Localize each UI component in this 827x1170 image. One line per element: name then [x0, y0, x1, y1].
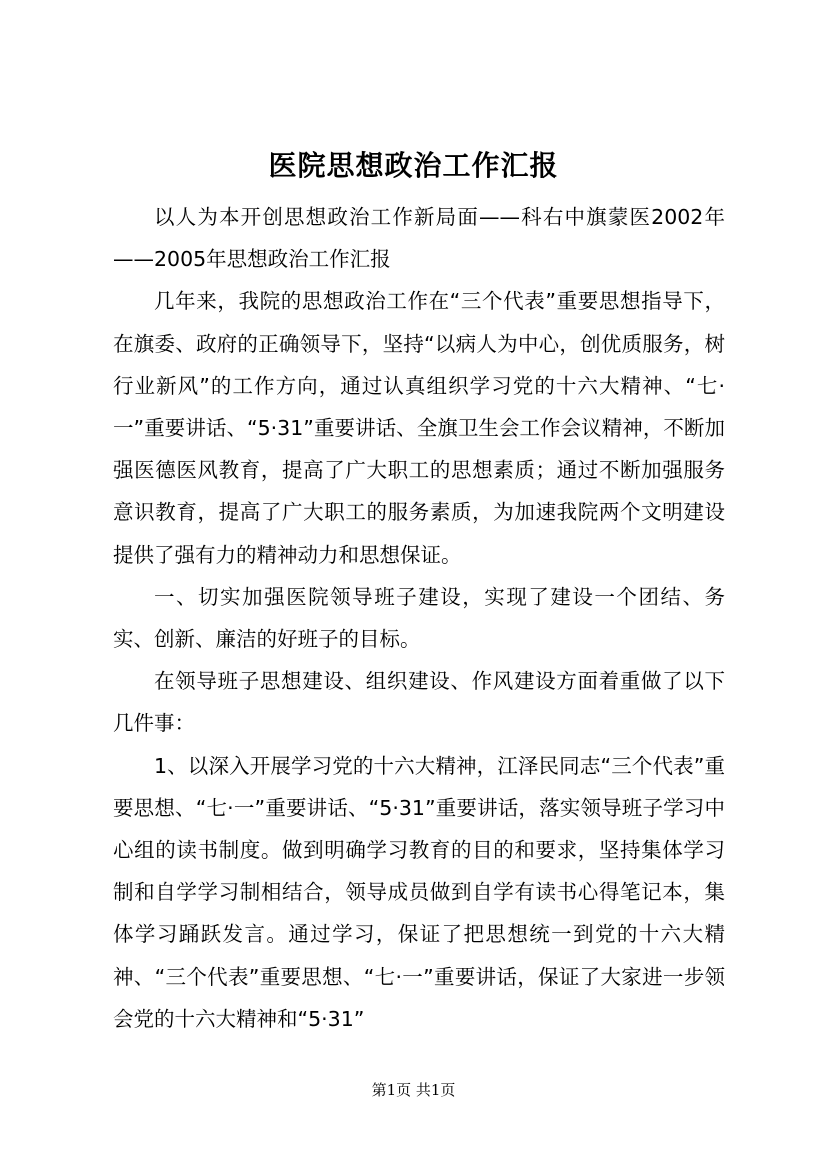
section-intro-paragraph: 在领导班子思想建设、组织建设、作风建设方面着重做了以下几件事： [113, 669, 725, 736]
page-footer: 第1页 共1页 [371, 1081, 456, 1099]
intro-paragraph: 几年来，我院的思想政治工作在“三个代表”重要思想指导下，在旗委、政府的正确领导下，坚持“以病人为中心，创优质服务，树行业新风”的工作方向，通过认真组织学习党的十六大精神、“七·一”重要讲话、“5·31”重要讲话、全旗卫生会工作会议精神，不断加强医德医风教育，提高了广大职工的思想素质；通过不断加强服务意识教育，提高了广大职工的服务素质，为加速我院两个文明建设提供了强有力的精神动力和思想保证。 [113, 289, 725, 567]
item-paragraph: 1、以深入开展学习党的十六大精神，江泽民同志“三个代表”重要思想、“七·一”重要讲话、“5·31”重要讲话，落实领导班子学习中心组的读书制度。做到明确学习教育的目的和要求，坚持集体学习制和自学学习制相结合，领导成员做到自学有读书心得笔记本，集体学习踊跃发言。通过学习，保证了把思想统一到党的十六大精神、“三个代表”重要思想、“七·一”重要讲话，保证了大家进一步领会党的十六大精神和“5·31” [113, 753, 725, 1031]
subtitle-paragraph: 以人为本开创思想政治工作新局面——科右中旗蒙医2002年——2005年思想政治工作汇报 [113, 205, 725, 272]
document-title: 医院思想政治工作汇报 [268, 149, 559, 182]
document-body [113, 196, 725, 1040]
section-heading-paragraph: 一、切实加强医院领导班子建设，实现了建设一个团结、务实、创新、廉洁的好班子的目标。 [113, 584, 725, 652]
